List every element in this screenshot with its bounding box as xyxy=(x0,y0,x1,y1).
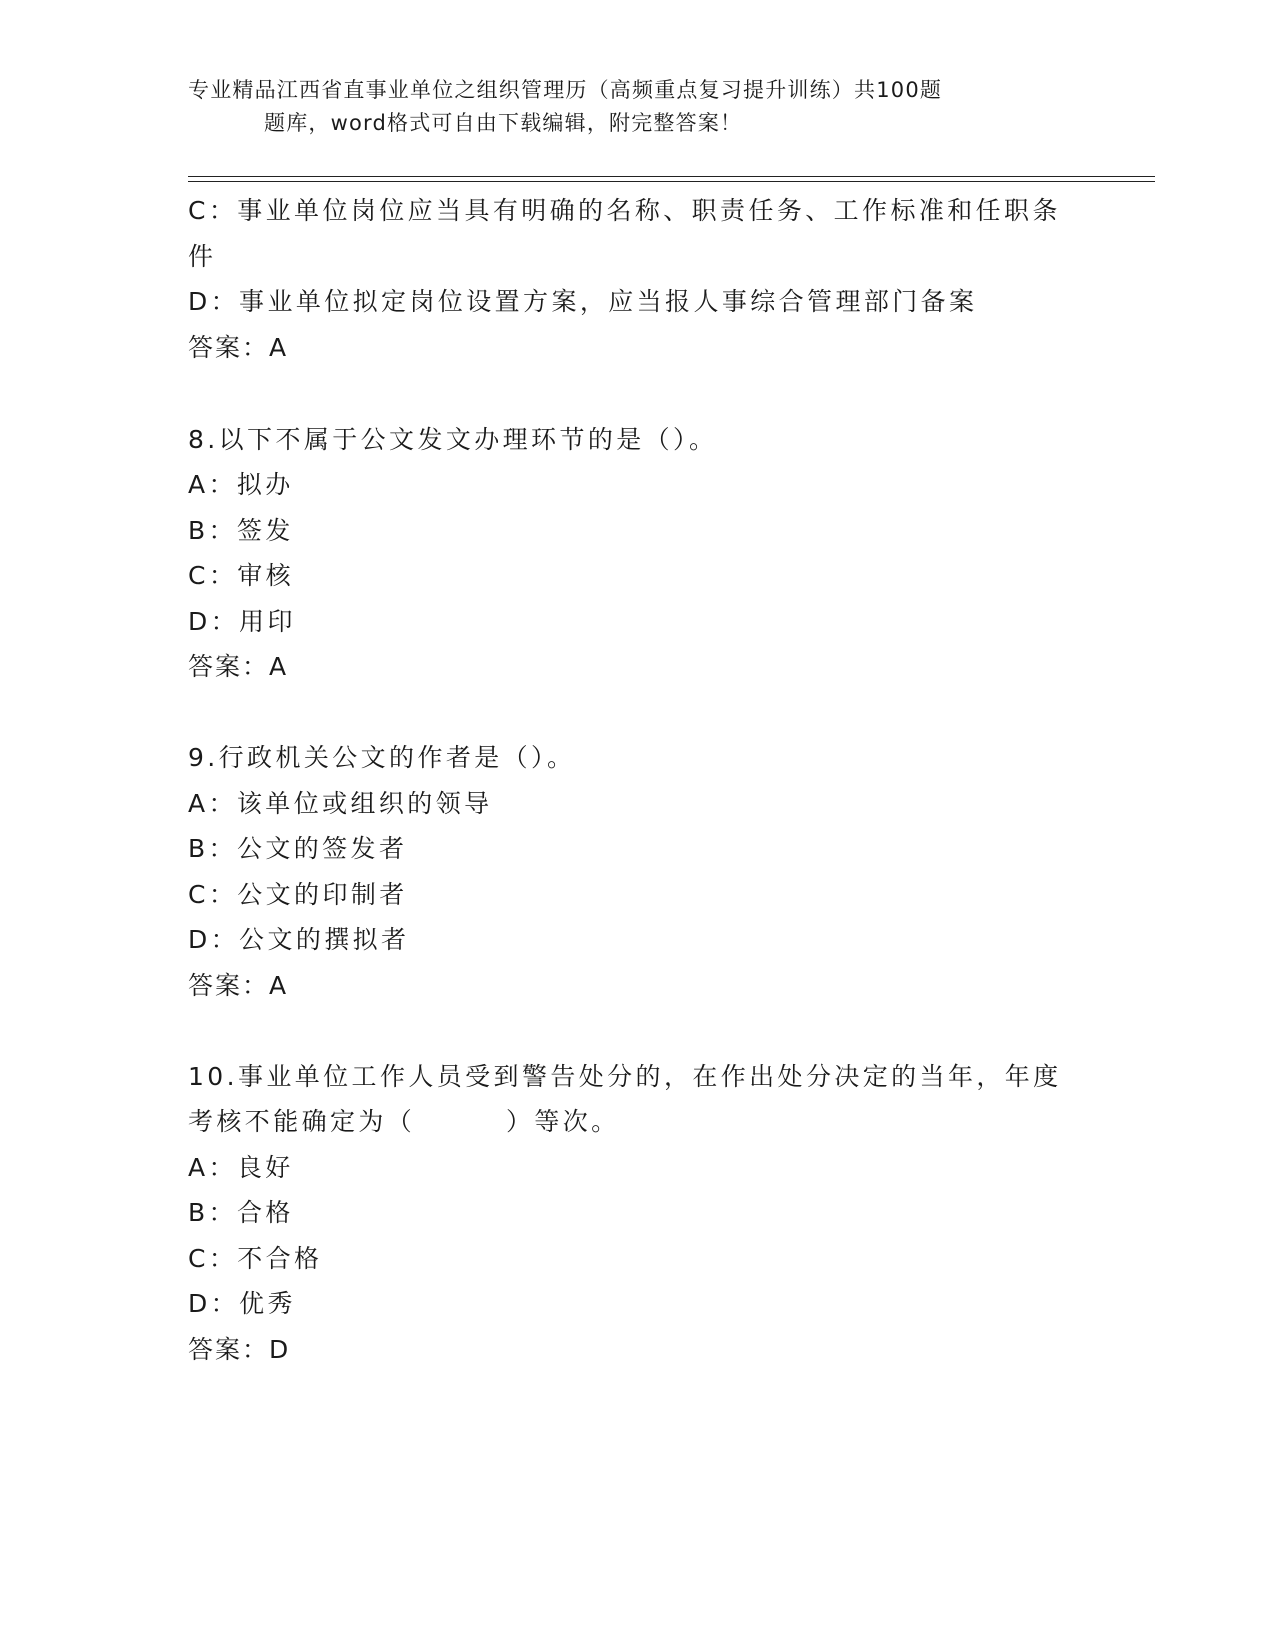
option-d: D：公文的撰拟者 xyxy=(188,925,410,954)
header-title-line-2: 题库，word格式可自由下载编辑，附完整答案！ xyxy=(264,111,743,135)
answer: 答案：A xyxy=(188,970,289,1000)
question-stem-continued: 考核不能确定为（ ）等次。 xyxy=(188,1107,620,1136)
header-divider-bottom xyxy=(188,181,1155,182)
header-divider-top xyxy=(188,176,1155,177)
option-c: C：不合格 xyxy=(188,1243,323,1273)
option-d: D：事业单位拟定岗位设置方案，应当报人事综合管理部门备案 xyxy=(188,287,978,316)
question-10 xyxy=(188,1054,1088,1373)
option-d: D：优秀 xyxy=(188,1289,296,1318)
option-a: A：拟办 xyxy=(188,470,294,499)
header-title-line-1: 专业精品江西省直事业单位之组织管理历（高频重点复习提升训练）共100题 xyxy=(188,78,943,102)
answer: 答案：D xyxy=(188,1334,291,1364)
option-c: C：事业单位岗位应当具有明确的名称、职责任务、工作标准和任职条 xyxy=(188,196,1061,225)
option-c-continued: 件 xyxy=(188,241,217,271)
option-c: C：审核 xyxy=(188,561,295,590)
question-stem: 8.以下不属于公文发文办理环节的是（）。 xyxy=(188,424,718,454)
option-b: B：公文的签发者 xyxy=(188,834,408,863)
question-content xyxy=(188,188,1088,1418)
answer: 答案：A xyxy=(188,332,289,362)
question-8 xyxy=(188,417,1088,691)
answer: 答案：A xyxy=(188,652,289,681)
option-c: C：公文的印制者 xyxy=(188,879,408,909)
option-d: D：用印 xyxy=(188,606,296,636)
option-b: B：签发 xyxy=(188,515,294,545)
question-stem: 10.事业单位工作人员受到警告处分的，在作出处分决定的当年，年度 xyxy=(188,1061,1062,1091)
question-7-continued xyxy=(188,188,1088,371)
option-a: A：良好 xyxy=(188,1152,294,1182)
option-a: A：该单位或组织的领导 xyxy=(188,788,493,818)
document-header xyxy=(188,74,1048,140)
question-9 xyxy=(188,735,1088,1009)
option-b: B：合格 xyxy=(188,1198,294,1227)
question-stem: 9.行政机关公文的作者是（）。 xyxy=(188,743,576,772)
